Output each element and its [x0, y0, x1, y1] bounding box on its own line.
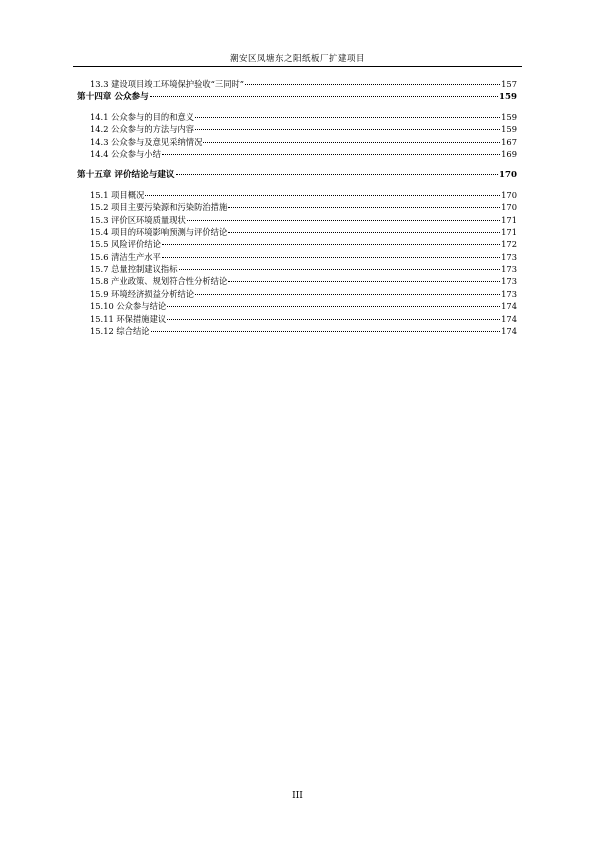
toc-entry-15-1[interactable] [77, 189, 517, 201]
toc-page-number: 173 [501, 276, 517, 287]
toc-leader-dots [162, 257, 500, 258]
toc-leader-dots [162, 154, 500, 155]
toc-entry-label: 15.10 公众参与结论 [90, 301, 167, 312]
toc-chapter-label: 第十五章 评价结论与建议 [77, 170, 175, 181]
toc-entry-15-8[interactable] [77, 275, 517, 287]
page-number: III [292, 791, 303, 801]
toc-page-number: 174 [501, 313, 517, 324]
toc-leader-dots [167, 319, 500, 320]
toc-page-number: 170 [499, 170, 517, 181]
toc-chapter-14[interactable] [77, 90, 517, 102]
toc-entry-13-3[interactable] [77, 78, 517, 90]
toc-page-number: 167 [501, 136, 517, 147]
toc-page-number: 159 [501, 124, 517, 135]
toc-page-number: 174 [501, 326, 517, 337]
table-of-contents [77, 78, 517, 337]
toc-entry-15-9[interactable] [77, 288, 517, 300]
toc-page-number: 159 [499, 92, 517, 103]
toc-page-number: 171 [501, 226, 517, 237]
toc-entry-label: 14.1 公众参与的目的和意义 [90, 111, 195, 122]
toc-entry-label: 15.9 环境经济损益分析结论 [90, 288, 195, 299]
toc-leader-dots [145, 195, 500, 196]
toc-leader-dots [179, 269, 501, 270]
toc-leader-dots [228, 281, 500, 282]
toc-page-number: 171 [501, 214, 517, 225]
toc-page-number: 159 [501, 111, 517, 122]
toc-entry-label: 13.3 建设项目竣工环境保护验收“三同时” [90, 79, 245, 89]
toc-leader-dots [228, 207, 500, 208]
toc-page-number: 157 [501, 79, 517, 89]
toc-entry-label: 14.2 公众参与的方法与内容 [90, 124, 195, 135]
toc-entry-15-7[interactable] [77, 263, 517, 275]
toc-leader-dots [176, 174, 499, 175]
toc-entry-14-2[interactable] [77, 123, 517, 135]
toc-page-number: 173 [501, 251, 517, 262]
toc-leader-dots [187, 220, 500, 221]
toc-entry-14-4[interactable] [77, 148, 517, 160]
toc-page-number: 173 [501, 264, 517, 275]
toc-leader-dots [167, 306, 500, 307]
toc-leader-dots [195, 129, 500, 130]
toc-page-number: 170 [501, 202, 517, 213]
toc-entry-label: 15.2 项目主要污染源和污染防治措施 [90, 202, 228, 213]
toc-entry-15-6[interactable] [77, 251, 517, 263]
toc-page-number: 170 [501, 189, 517, 200]
toc-page-number: 172 [501, 239, 517, 250]
toc-leader-dots [195, 294, 500, 295]
toc-leader-dots [150, 96, 498, 97]
toc-entry-15-12[interactable] [77, 325, 517, 337]
toc-entry-15-4[interactable] [77, 226, 517, 238]
toc-entry-label: 15.5 风险评价结论 [90, 239, 161, 250]
toc-entry-label: 15.12 综合结论 [90, 326, 150, 337]
toc-entry-15-2[interactable] [77, 201, 517, 213]
page-header-title: 潮安区凤塘东之阳纸板厂扩建项目 [229, 54, 365, 64]
toc-entry-label: 15.8 产业政策、规划符合性分析结论 [90, 276, 228, 287]
toc-page-number: 169 [501, 148, 517, 159]
toc-entry-15-10[interactable] [77, 300, 517, 312]
toc-entry-15-3[interactable] [77, 214, 517, 226]
toc-leader-dots [195, 117, 500, 118]
toc-leader-dots [162, 244, 500, 245]
toc-leader-dots [203, 142, 500, 143]
toc-page-number: 173 [501, 288, 517, 299]
toc-entry-label: 15.3 评价区环境质量现状 [90, 214, 186, 225]
toc-entry-label: 14.3 公众参与及意见采纳情况 [90, 136, 203, 147]
toc-entry-label: 15.1 项目概况 [90, 189, 145, 200]
toc-entry-label: 14.4 公众参与小结 [90, 148, 161, 159]
toc-page-number: 174 [501, 301, 517, 312]
toc-entry-label: 15.11 环保措施建议 [90, 313, 167, 324]
toc-entry-label: 15.7 总量控制建议指标 [90, 264, 178, 275]
toc-leader-dots [245, 84, 500, 85]
toc-entry-14-1[interactable] [77, 111, 517, 123]
toc-entry-label: 15.4 项目的环境影响预测与评价结论 [90, 226, 228, 237]
toc-chapter-15[interactable] [77, 168, 517, 180]
toc-entry-15-11[interactable] [77, 313, 517, 325]
toc-leader-dots [151, 331, 501, 332]
toc-chapter-label: 第十四章 公众参与 [77, 92, 149, 103]
header-divider [73, 66, 522, 67]
toc-entry-14-3[interactable] [77, 136, 517, 148]
toc-leader-dots [228, 232, 500, 233]
toc-entry-label: 15.6 清洁生产水平 [90, 251, 161, 262]
toc-entry-15-5[interactable] [77, 238, 517, 250]
